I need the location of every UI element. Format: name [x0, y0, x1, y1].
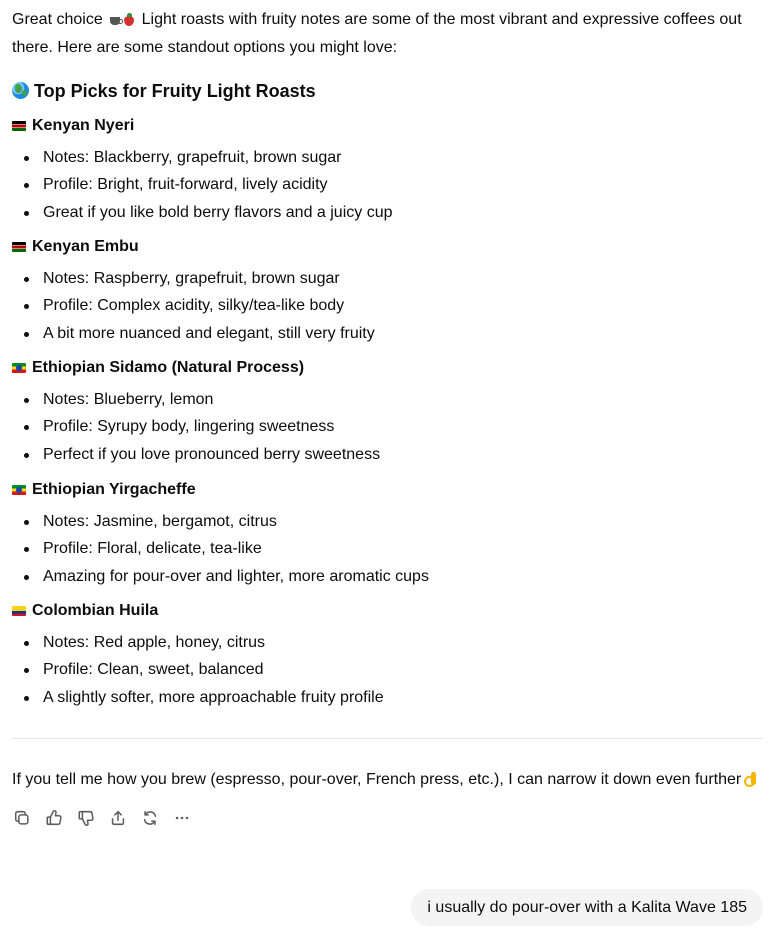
- ok-hand-icon: [744, 772, 757, 786]
- origin-name: Ethiopian Yirgacheffe: [32, 481, 196, 498]
- origin-title: [12, 116, 762, 136]
- origin-name: Kenyan Nyeri: [32, 117, 135, 134]
- origin-kenyan-embu: [12, 237, 762, 347]
- user-message-text: i usually do pour-over with a Kalita Wave 185: [427, 899, 747, 916]
- origin-title: [12, 237, 762, 257]
- list-item: Notes: Red apple, honey, citrus: [12, 629, 762, 656]
- thumbs-up-button[interactable]: [44, 808, 64, 828]
- list-item: A bit more nuanced and elegant, still very fruity: [12, 320, 762, 347]
- thumbs-down-button[interactable]: [76, 808, 96, 828]
- assistant-message: [12, 6, 762, 706]
- strawberry-icon: [123, 13, 135, 26]
- closing-text: [12, 770, 757, 790]
- closing-text-content: If you tell me how you brew (espresso, pour-over, French press, etc.), I can narrow it down even further: [12, 771, 742, 788]
- intro-text-rest: Light roasts with fruity notes are some of the most vibrant and expressive coffees out there. Here are some standout options you might love:: [12, 11, 742, 56]
- origin-kenyan-nyeri: [12, 116, 762, 226]
- section-heading: [12, 80, 316, 102]
- intro-text-start: Great choice: [12, 11, 103, 28]
- list-item: Profile: Syrupy body, lingering sweetness: [12, 413, 762, 440]
- ethiopia-flag-icon: [12, 363, 26, 373]
- origin-bullets: [12, 144, 762, 226]
- more-button[interactable]: [172, 808, 192, 828]
- list-item: Profile: Floral, delicate, tea-like: [12, 535, 762, 562]
- list-item: Amazing for pour-over and lighter, more aromatic cups: [12, 563, 762, 590]
- list-item: Perfect if you love pronounced berry sweetness: [12, 441, 762, 468]
- divider: [12, 738, 762, 739]
- origin-bullets: [12, 386, 762, 468]
- copy-button[interactable]: [12, 808, 32, 828]
- origin-name: Ethiopian Sidamo (Natural Process): [32, 359, 305, 376]
- thumbs-up-icon: [45, 809, 63, 827]
- list-item: Notes: Raspberry, grapefruit, brown sugar: [12, 265, 762, 292]
- list-item: A slightly softer, more approachable fruity profile: [12, 684, 762, 711]
- origin-bullets: [12, 629, 762, 711]
- list-item: Notes: Blueberry, lemon: [12, 386, 762, 413]
- kenya-flag-icon: [12, 242, 26, 252]
- origin-colombian-huila: [12, 601, 762, 711]
- list-item: Profile: Clean, sweet, balanced: [12, 656, 762, 683]
- list-item: Notes: Jasmine, bergamot, citrus: [12, 508, 762, 535]
- message-actions: [12, 808, 192, 828]
- list-item: Notes: Blackberry, grapefruit, brown sugar: [12, 144, 762, 171]
- origin-name: Colombian Huila: [32, 602, 159, 619]
- share-button[interactable]: [108, 808, 128, 828]
- section-heading-text: Top Picks for Fruity Light Roasts: [34, 81, 316, 101]
- origin-title: [12, 358, 762, 378]
- origin-name: Kenyan Embu: [32, 238, 139, 255]
- user-message-bubble: [411, 889, 763, 926]
- copy-icon: [13, 809, 31, 827]
- origin-ethiopian-yirgacheffe: [12, 480, 762, 590]
- more-icon: [173, 809, 191, 827]
- origin-bullets: [12, 508, 762, 590]
- list-item: Profile: Complex acidity, silky/tea-like body: [12, 292, 762, 319]
- globe-icon: [12, 82, 29, 99]
- list-item: Profile: Bright, fruit-forward, lively acidity: [12, 171, 762, 198]
- coffee-icon: [109, 14, 123, 26]
- regenerate-icon: [141, 809, 159, 827]
- kenya-flag-icon: [12, 121, 26, 131]
- origin-bullets: [12, 265, 762, 347]
- regenerate-button[interactable]: [140, 808, 160, 828]
- origin-title: [12, 601, 762, 621]
- ethiopia-flag-icon: [12, 485, 26, 495]
- colombia-flag-icon: [12, 606, 26, 616]
- intro-text: [12, 6, 762, 62]
- origin-title: [12, 480, 762, 500]
- share-icon: [109, 809, 127, 827]
- thumbs-down-icon: [77, 809, 95, 827]
- list-item: Great if you like bold berry flavors and a juicy cup: [12, 199, 762, 226]
- origin-ethiopian-sidamo: [12, 358, 762, 468]
